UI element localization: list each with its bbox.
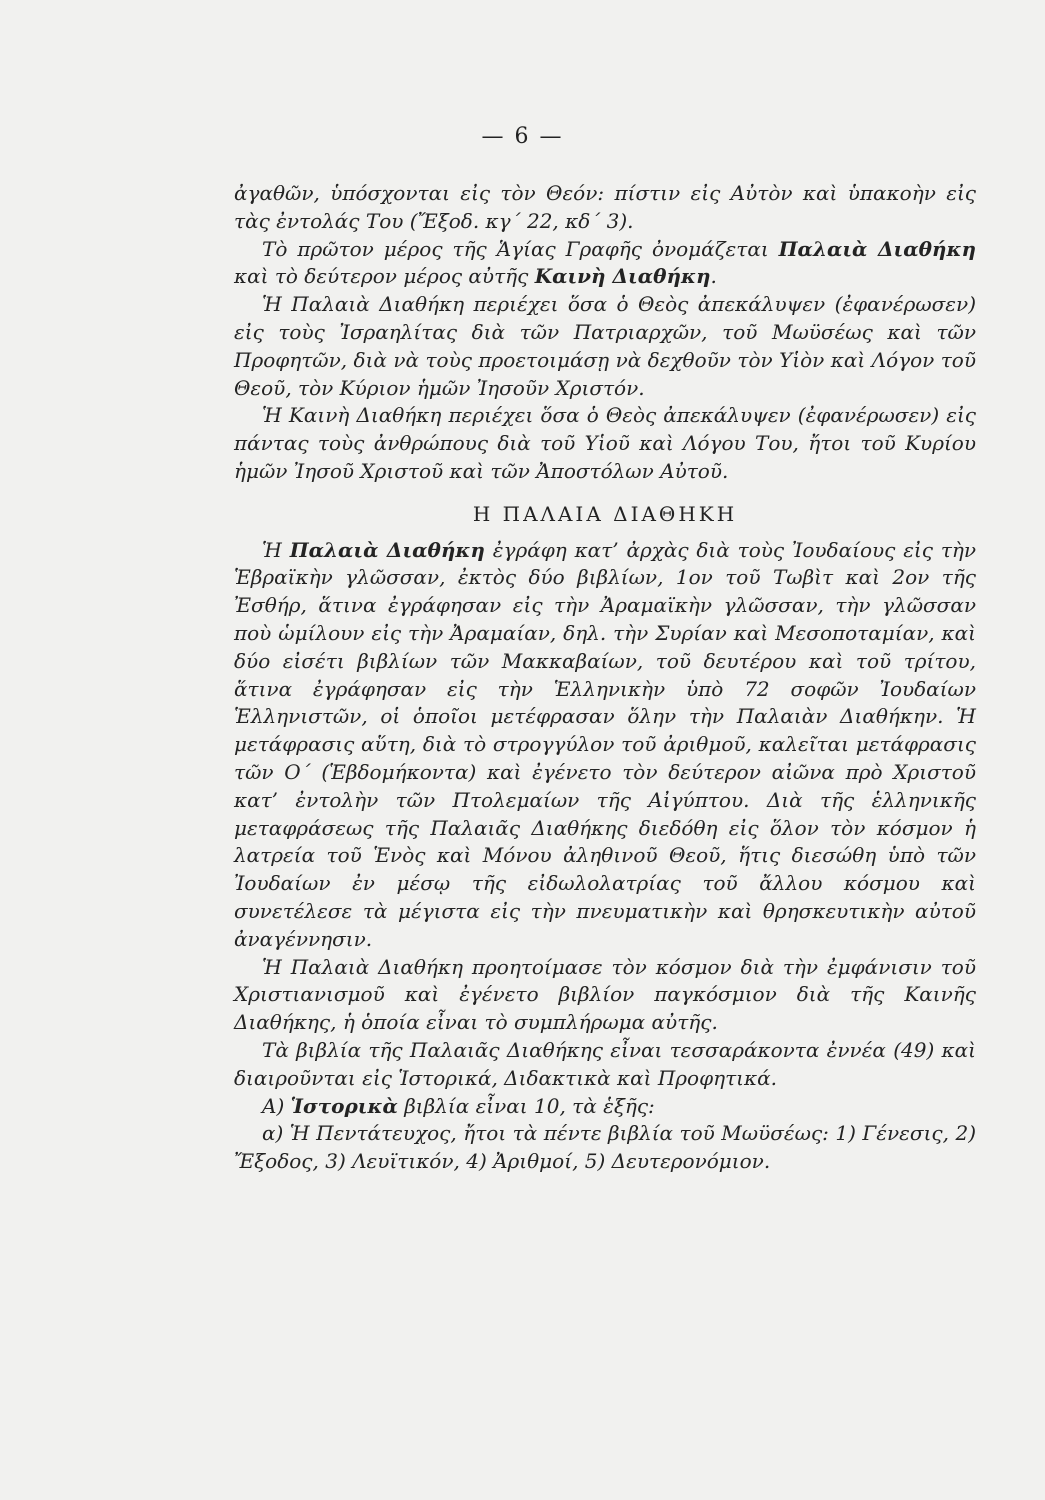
paragraph-text: Α) xyxy=(262,1093,291,1118)
paragraph-text: ἐγράφη κατ’ ἀρχὰς διὰ τοὺς Ἰουδαίους εἰς τὴν Ἑβραϊκὴν γλῶσσαν, ἐκτὸς δύο βιβλίων, 1ον τοῦ Τωβὶτ καὶ 2ον τῆς Ἐσθήρ, ἅτινα ἐγράφησαν εἰς τὴν Ἀραμαϊκὴν γλῶσσαν, τὴν γλῶσσαν ποὺ ὡμίλουν εἰς τὴν Ἀραμαίαν, δηλ. τὴν Συρίαν καὶ Μεσοποταμίαν, καὶ δύο εἰσέτι βιβλίων τῶν Μακκαβαίων, τοῦ δευτέρου καὶ τοῦ τρίτου, ἅτινα ἐγράφησαν εἰς τὴν Ἑλληνικὴν ὑπὸ 72 σοφῶν Ἰουδαίων Ἑλληνιστῶν, οἱ ὁποῖοι μετέφρασαν ὅλην τὴν Παλαιὰν Διαθήκην. Ἡ μετάφρασις αὕτη, διὰ τὸ στρογγύλον τοῦ ἀριθμοῦ, καλεῖται μετάφρασις τῶν Ο΄ (Ἑβδομήκοντα) καὶ ἐγένετο τὸν δεύτερον αἰῶνα πρὸ Χριστοῦ κατ’ ἐντολὴν τῶν Πτολεμαίων τῆς Αἰγύπτου. Διὰ τῆς ἑλληνικῆς μεταφράσεως τῆς Παλαιᾶς Διαθήκης διεδόθη εἰς ὅλον τὸν κόσμον ἡ λατρεία τοῦ Ἑνὸς καὶ Μόνου ἀληθινοῦ Θεοῦ, ἥτις διεσώθη ὑπὸ τῶν Ἰουδαίων ἐν μέσῳ τῆς εἰδωλολατρίας τοῦ ἄλλου κόσμου καὶ συνετέλεσε τὰ μέγιστα εἰς τὴν πνευματικὴν καὶ θρησκευτικὴν αὐτοῦ ἀναγέννησιν. xyxy=(234,537,977,951)
paragraph-historical-books xyxy=(234,1093,976,1121)
paragraph-text: καὶ τὸ δεύτερον μέρος αὐτῆς xyxy=(234,264,535,289)
paragraph-testaments xyxy=(234,236,976,292)
paragraph-text: Ἡ xyxy=(262,537,290,562)
bold-term-historical: Ἱστορικὰ xyxy=(290,1093,398,1118)
paragraph-continuation xyxy=(234,180,976,236)
paragraph-pentateuch xyxy=(234,1120,976,1176)
bold-term-old-testament: Παλαιὰ Διαθήκη xyxy=(778,236,977,261)
paragraph-book-count xyxy=(234,1037,976,1093)
paragraph-text: Τὸ πρῶτον μέρος τῆς Ἁγίας Γραφῆς ὀνομάζεται xyxy=(262,236,779,261)
paragraph-text: Ἡ Παλαιὰ Διαθήκη προητοίμασε τὸν κόσμον διὰ τὴν ἐμφάνισιν τοῦ Χριστιανισμοῦ καὶ ἐγένετο βιβλίον παγκόσμιον διὰ τῆς Καινῆς Διαθήκης, ἡ ὁποία εἶναι τὸ συμπλήρωμα αὐτῆς. xyxy=(234,954,976,1035)
text-block xyxy=(234,180,976,1176)
paragraph-text: Ἡ Καινὴ Διαθήκη περιέχει ὅσα ὁ Θεὸς ἀπεκάλυψεν (ἐφανέρωσεν) εἰς πάντας τοὺς ἀνθρώπους διὰ τοῦ Υἱοῦ καὶ Λόγου Του, ἤτοι τοῦ Κυρίου ἡμῶν Ἰησοῦ Χριστοῦ καὶ τῶν Ἀποστόλων Αὐτοῦ. xyxy=(234,403,976,483)
paragraph-text: Ἡ Παλαιὰ Διαθήκη περιέχει ὅσα ὁ Θεὸς ἀπεκάλυψεν (ἐφανέρωσεν) εἰς τοὺς Ἰσραηλίτας διὰ τῶν Πατριαρχῶν, τοῦ Μωϋσέως καὶ τῶν Προφητῶν, διὰ νὰ τοὺς προετοιμάσῃ νὰ δεχθοῦν τὸν Υἱὸν καὶ Λόγον τοῦ Θεοῦ, τὸν Κύριον ἡμῶν Ἰησοῦν Χριστόν. xyxy=(234,292,976,400)
paragraph-old-testament-content xyxy=(234,291,976,402)
page-number: — 6 — xyxy=(481,124,564,149)
paragraph-text: α) Ἡ Πεντάτευχος, ἤτοι τὰ πέντε βιβλία τοῦ Μωϋσέως: 1) Γένεσις, 2) Ἔξοδος, 3) Λευϊτικόν, 4) Ἀριθμοί, 5) Δευτερονόμιον. xyxy=(234,1121,976,1174)
paragraph-text: βιβλία εἶναι 10, τὰ ἑξῆς: xyxy=(397,1093,655,1118)
bold-term-new-testament: Καινὴ Διαθήκη xyxy=(534,264,711,289)
paragraph-languages xyxy=(234,537,976,954)
bold-term-old-testament: Παλαιὰ Διαθήκη xyxy=(289,537,485,562)
paragraph-text: . xyxy=(710,264,717,289)
section-heading: Η ΠΑΛΑΙΑ ΔΙΑΘΗΚΗ xyxy=(472,501,738,526)
paragraph-text: Τὰ βιβλία τῆς Παλαιᾶς Διαθήκης εἶναι τεσσαράκοντα ἐννέα (49) καὶ διαιροῦνται εἰς Ἱστορικά, Διδακτικὰ καὶ Προφητικά. xyxy=(234,1037,976,1090)
paragraph-text: ἀγαθῶν, ὑπόσχονται εἰς τὸν Θεόν: πίστιν εἰς Αὐτὸν καὶ ὑπακοὴν εἰς τὰς ἐντολάς Του (Ἔξοδ. κγ΄ 22, κδ΄ 3). xyxy=(234,181,976,233)
paragraph-new-testament-content xyxy=(234,402,976,485)
paragraph-preparation xyxy=(234,954,976,1037)
